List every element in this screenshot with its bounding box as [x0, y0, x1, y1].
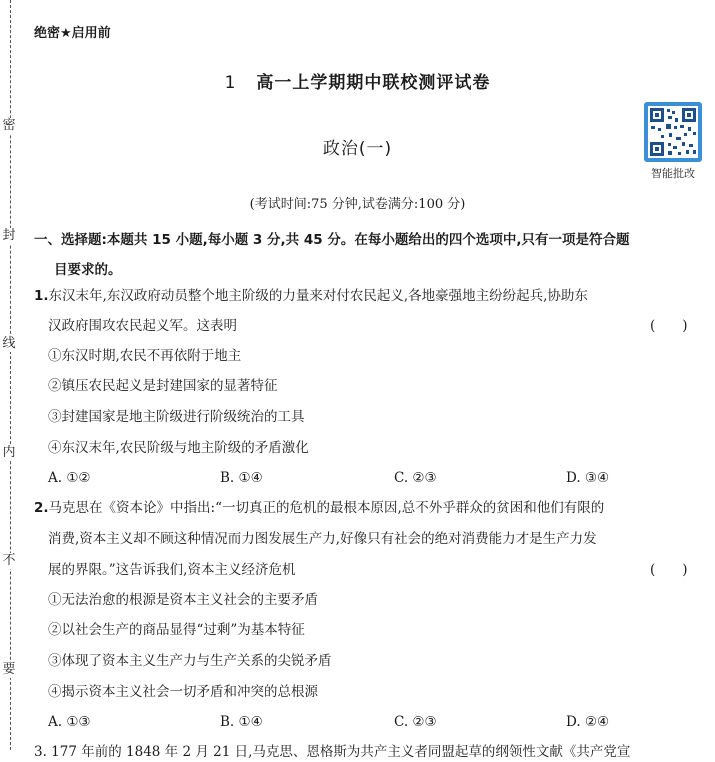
- question-2-line1: [34, 498, 702, 518]
- binding-label: 内: [2, 445, 16, 460]
- binding-dashed-line: [10, 0, 11, 750]
- option-b[interactable]: B. ①④: [220, 470, 263, 486]
- question-2-line3: 展的界限。”这告诉我们,资本主义经济危机: [48, 562, 296, 578]
- exam-number: 1: [224, 73, 237, 93]
- statement-item: ①东汉时期,农民不再依附于地主: [48, 348, 242, 364]
- section-heading-line1: 一、选择题:本题共 15 小题,每小题 3 分,共 45 分。在每小题给出的四个选项中,只有一项是符合题: [34, 232, 630, 248]
- answer-paren: ( ): [650, 318, 688, 334]
- exam-title: [0, 68, 715, 93]
- statement-item: ②以社会生产的商品显得“过剩”为基本特征: [48, 622, 305, 638]
- statement-item: ①无法治愈的根源是资本主义社会的主要矛盾: [48, 592, 318, 608]
- question-1-line1: [34, 286, 702, 306]
- statement-item: ③体现了资本主义生产力与生产关系的尖锐矛盾: [48, 653, 332, 669]
- option-b[interactable]: B. ①④: [220, 714, 263, 730]
- statement-item: ④揭示资本主义社会一切矛盾和冲突的总根源: [48, 684, 318, 700]
- question-1-line2: 汉政府围攻农民起义军。这表明: [48, 318, 237, 334]
- question-3-cutoff-line: 3. 177 年前的 1848 年 2 月 21 日,马克思、恩格斯为共产主义者同盟起草的纲领性文献《共产党宣: [34, 744, 631, 760]
- question-text: 东汉末年,东汉政府动员整个地主阶级的力量来对付农民起义,各地豪强地主纷纷起兵,协助东: [48, 288, 588, 304]
- exam-title-text: 高一上学期期中联校测评试卷: [256, 73, 491, 93]
- question-text: 马克思在《资本论》中指出:“一切真正的危机的最根本原因,总不外乎群众的贫困和他们有限的: [48, 500, 605, 516]
- option-c[interactable]: C. ②③: [394, 714, 437, 730]
- statement-item: ③封建国家是地主阶级进行阶级统治的工具: [48, 409, 305, 425]
- statement-item: ②镇压农民起义是封建国家的显著特征: [48, 378, 278, 394]
- binding-label: 封: [2, 228, 16, 243]
- binding-label: 密: [2, 118, 16, 133]
- section-heading-line2: 目要求的。: [54, 262, 122, 278]
- binding-label: 线: [2, 336, 16, 351]
- question-2-line2: 消费,资本主义却不顾这种情况而力图发展生产力,好像只有社会的绝对消费能力才是生产力发: [48, 531, 597, 547]
- option-c[interactable]: C. ②③: [394, 470, 437, 486]
- option-d[interactable]: D. ③④: [566, 470, 610, 486]
- option-a[interactable]: A. ①②: [48, 470, 91, 486]
- confidential-mark: 绝密★启用前: [34, 26, 111, 41]
- qr-code-icon[interactable]: [644, 102, 702, 162]
- binding-label: 要: [2, 662, 16, 677]
- statement-item: ④东汉末年,农民阶级与地主阶级的矛盾激化: [48, 440, 309, 456]
- question-number: 1.: [34, 288, 49, 304]
- subject-title: 政治(一): [322, 139, 393, 159]
- section-heading: [34, 225, 702, 285]
- option-a[interactable]: A. ①③: [48, 714, 91, 730]
- answer-paren: ( ): [650, 562, 688, 578]
- option-d[interactable]: D. ②④: [566, 714, 610, 730]
- exam-info: (考试时间:75 分钟,试卷满分:100 分): [249, 197, 466, 212]
- qr-caption: 智能批改: [651, 167, 695, 180]
- binding-label: 不: [2, 553, 16, 568]
- question-number: 2.: [34, 500, 49, 516]
